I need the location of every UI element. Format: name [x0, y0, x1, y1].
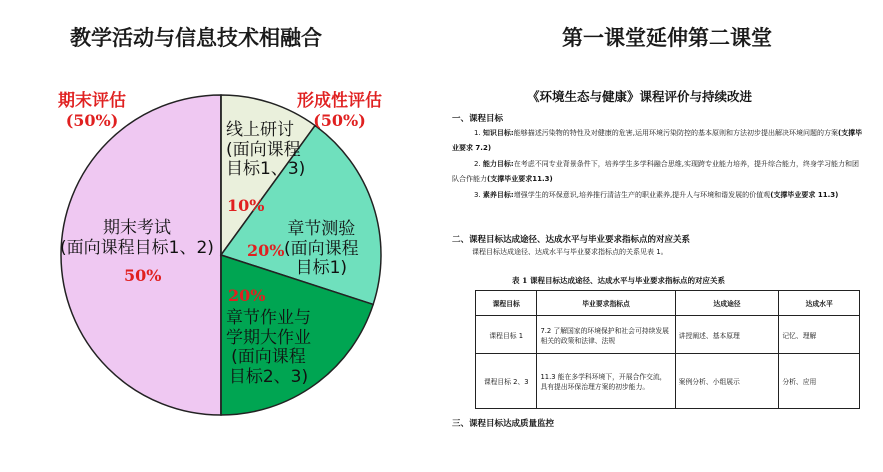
left-title: 教学活动与信息技术相融合 [70, 25, 322, 50]
chapter-quiz-line-1: 章节测验 [287, 219, 356, 239]
formative-eval-label [297, 92, 382, 130]
th-goal: 课程目标 [476, 291, 537, 316]
doc-title: 《环境生态与健康》课程评价与持续改进 [527, 89, 753, 104]
section-2-heading: 二、课程目标达成途径、达成水平与毕业要求指标点的对应关系 [452, 235, 691, 245]
cell-level: 分析、应用 [779, 354, 860, 409]
goal-1 [452, 126, 864, 155]
goal-1-num: 1. [474, 129, 481, 137]
final-eval-name: 期末评估 [58, 91, 126, 111]
chapter-quiz-line-2: (面向课程 [284, 238, 359, 259]
goals-table [475, 290, 860, 409]
th-requirement: 毕业要求指标点 [537, 291, 675, 316]
seminar-pct: 10% [227, 196, 265, 215]
th-approach: 达成途径 [675, 291, 779, 316]
cell-requirement: 11.3 能在多学科环境下，开展合作交流，具有提出环保治理方案的初步能力。 [537, 354, 675, 409]
homework-line-3: (面向课程 [231, 347, 306, 368]
formative-eval-pct: (50%) [313, 110, 366, 130]
table-row [476, 316, 860, 354]
final-exam-label [60, 219, 214, 258]
final-eval-pct: (50%) [65, 110, 119, 130]
section-1-heading: 一、课程目标 [452, 114, 504, 124]
section-2-text: 课程目标达成途径、达成水平与毕业要求指标点的关系见表 1。 [472, 248, 668, 256]
cell-goal: 课程目标 2、3 [476, 354, 537, 409]
homework-label [226, 309, 311, 387]
goal-2-text: 在考虑不同专业背景条件下，培养学生多学科融合思维,实现跨专业能力培养，提升综合能力，终身学习能力和团队合作能力 [452, 160, 859, 183]
final-exam-line-2: (面向课程目标1、2) [60, 237, 214, 258]
goal-1-name: 知识目标: [482, 129, 514, 137]
chapter-quiz-pct: 20% [247, 241, 285, 260]
homework-line-4: 目标2、3) [228, 366, 309, 387]
chapter-quiz-label [284, 220, 359, 279]
goal-2-req: (支撑毕业要求11.3) [487, 174, 553, 183]
seminar-label [226, 121, 305, 180]
goal-2-name: 能力目标: [482, 160, 514, 168]
homework-line-2: 学期大作业 [226, 327, 311, 348]
cell-approach: 案例分析、小组展示 [675, 354, 779, 409]
goal-3-text: 增强学生的环保意识,培养推行清洁生产的职业素养,提升人与环境和谐发展的价值观 [513, 191, 771, 199]
seminar-line-2: (面向课程 [226, 139, 301, 160]
goal-1-req: (支撑毕业要求 7.2) [452, 129, 863, 152]
final-exam-line-1: 期末考试 [102, 218, 171, 238]
goal-3-req: (支撑毕业要求 11.3) [770, 191, 839, 199]
goal-3-name: 素养目标: [482, 191, 514, 199]
seminar-line-1: 线上研讨 [226, 120, 294, 140]
table-caption: 表 1 课程目标达成途径、达成水平与毕业要求指标点的对应关系 [512, 276, 725, 285]
goal-1-text: 能够描述污染物的特性及对健康的危害,运用环境污染防控的基本原则和方法初步提出解决环境问题的方案 [513, 129, 838, 137]
homework-line-1: 章节作业与 [226, 308, 311, 328]
goal-3-num: 3. [474, 191, 481, 199]
seminar-line-3: 目标1、3) [226, 159, 306, 180]
cell-level: 记忆、理解 [779, 316, 860, 354]
goal-2-num: 2. [474, 160, 481, 168]
th-level: 达成水平 [779, 291, 860, 316]
goal-3 [452, 188, 864, 203]
cell-approach: 讲授阐述、基本原理 [675, 316, 779, 354]
goal-2 [452, 157, 864, 186]
homework-pct: 20% [228, 286, 266, 305]
table-row [476, 354, 860, 409]
right-title: 第一课堂延伸第二课堂 [562, 25, 772, 50]
table-header-row [476, 291, 860, 316]
final-eval-label [58, 92, 126, 130]
cell-requirement: 7.2 了解国家的环境保护和社会可持续发展相关的政策和法律、法规 [537, 316, 675, 354]
cell-goal: 课程目标 1 [476, 316, 537, 354]
formative-eval-name: 形成性评估 [297, 91, 382, 111]
section-3-heading: 三、课程目标达成质量监控 [452, 419, 555, 429]
chapter-quiz-line-3: 目标1) [295, 258, 348, 279]
final-exam-pct: 50% [124, 266, 162, 285]
